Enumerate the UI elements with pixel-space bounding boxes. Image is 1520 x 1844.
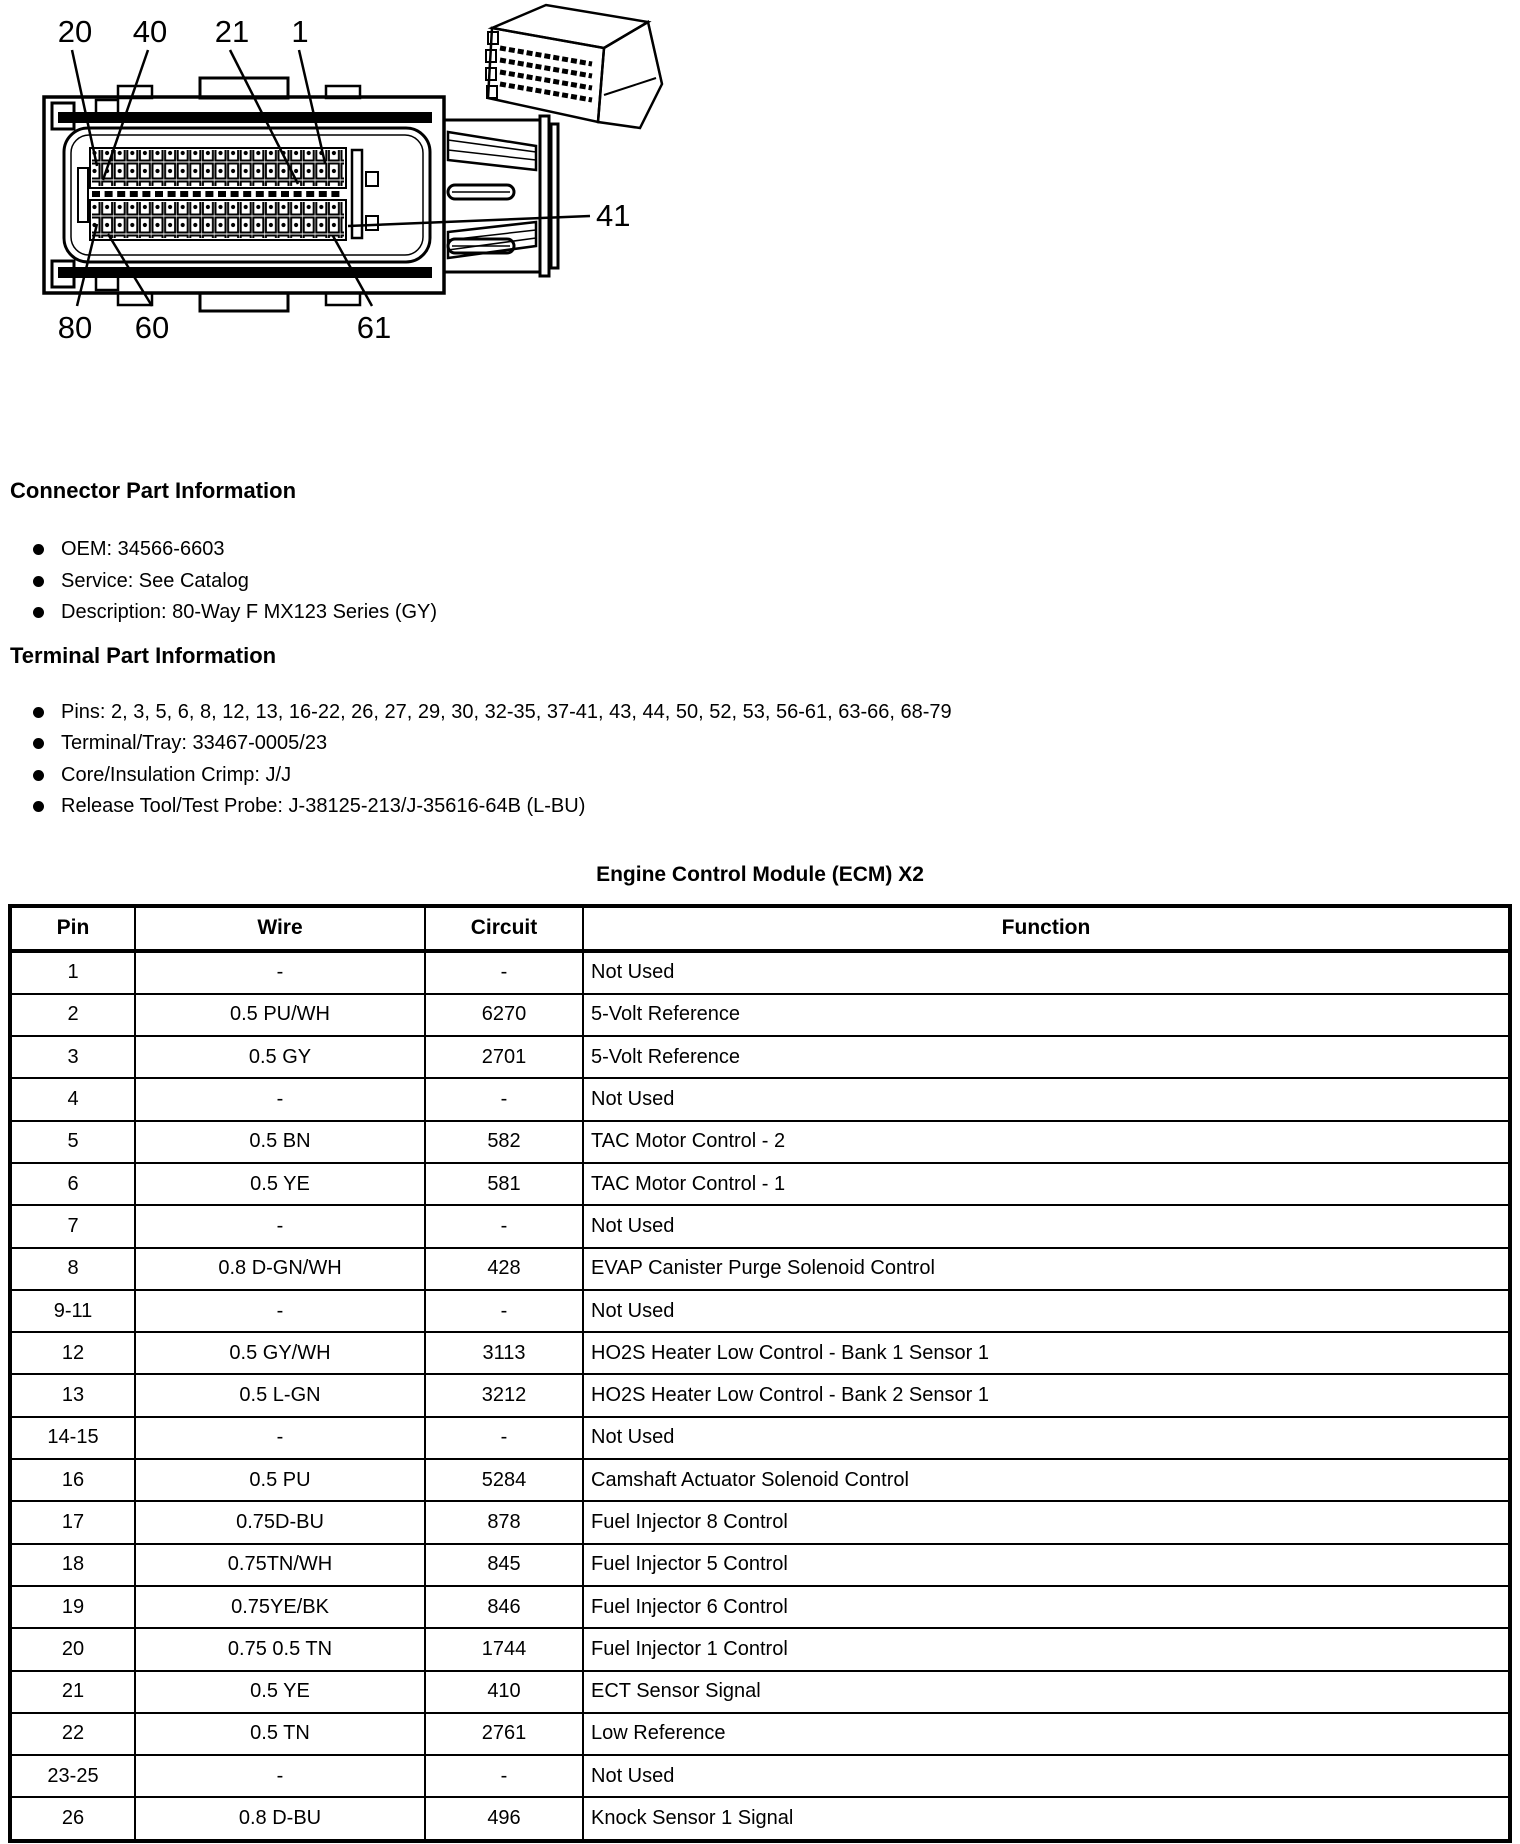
table-row xyxy=(10,1332,1510,1374)
circuit-cell: 582 xyxy=(425,1121,583,1163)
function-cell: Low Reference xyxy=(583,1713,1510,1755)
circuit-cell: 3113 xyxy=(425,1332,583,1374)
connector-part-info-heading: Connector Part Information xyxy=(10,478,297,503)
column-header-circuit: Circuit xyxy=(425,906,583,951)
callout-label-41: 41 xyxy=(596,198,631,233)
list-item-text: Terminal/Tray: 33467-0005/23 xyxy=(61,732,328,755)
function-cell: 5-Volt Reference xyxy=(583,994,1510,1036)
circuit-cell: - xyxy=(425,1417,583,1459)
wire-cell: 0.5 YE xyxy=(135,1163,425,1205)
header-row xyxy=(10,906,1510,951)
callout-label-80: 80 xyxy=(57,310,93,345)
table-row xyxy=(10,994,1510,1036)
bullet-icon xyxy=(33,607,44,618)
list-item xyxy=(33,791,1520,823)
wire-cell: 0.75TN/WH xyxy=(135,1544,425,1586)
list-item xyxy=(33,566,1520,598)
pin-cell: 23-25 xyxy=(10,1755,135,1797)
bullet-icon xyxy=(33,801,44,812)
circuit-cell: 6270 xyxy=(425,994,583,1036)
table-row xyxy=(10,1121,1510,1163)
table-row xyxy=(10,1713,1510,1755)
circuit-cell: 3212 xyxy=(425,1374,583,1416)
connector-side-section xyxy=(444,116,558,276)
wire-cell: 0.5 BN xyxy=(135,1121,425,1163)
pin-cell: 6 xyxy=(10,1163,135,1205)
callout-label-20: 20 xyxy=(57,14,93,49)
wire-cell: 0.5 GY xyxy=(135,1036,425,1078)
circuit-cell: - xyxy=(425,1755,583,1797)
function-cell: Not Used xyxy=(583,1417,1510,1459)
circuit-cell: 428 xyxy=(425,1248,583,1290)
table-row xyxy=(10,1205,1510,1247)
connector-3d-view xyxy=(486,5,662,128)
wire-cell: - xyxy=(135,1755,425,1797)
pinout-table-title: Engine Control Module (ECM) X2 xyxy=(596,862,924,886)
callout-label-61: 61 xyxy=(356,310,392,345)
table-row xyxy=(10,1163,1510,1205)
table-row xyxy=(10,951,1510,994)
pin-cell: 13 xyxy=(10,1374,135,1416)
function-cell: Camshaft Actuator Solenoid Control xyxy=(583,1459,1510,1501)
pin-cell: 18 xyxy=(10,1544,135,1586)
list-item-text: Service: See Catalog xyxy=(61,569,249,592)
connector-part-info-list xyxy=(0,534,1520,629)
function-cell: Fuel Injector 1 Control xyxy=(583,1628,1510,1670)
pin-cell: 20 xyxy=(10,1628,135,1670)
function-cell: Knock Sensor 1 Signal xyxy=(583,1797,1510,1840)
table-row xyxy=(10,1671,1510,1713)
pinout-table xyxy=(8,904,1512,1843)
circuit-cell: 878 xyxy=(425,1501,583,1543)
wire-cell: 0.75 0.5 TN xyxy=(135,1628,425,1670)
wire-cell: 0.5 TN xyxy=(135,1713,425,1755)
wire-cell: 0.8 D-BU xyxy=(135,1797,425,1840)
wire-cell: - xyxy=(135,1417,425,1459)
column-header-function: Function xyxy=(583,906,1510,951)
callout-label-60: 60 xyxy=(134,310,170,345)
function-cell: EVAP Canister Purge Solenoid Control xyxy=(583,1248,1510,1290)
pin-cell: 7 xyxy=(10,1205,135,1247)
table-row xyxy=(10,1248,1510,1290)
function-cell: Not Used xyxy=(583,1755,1510,1797)
pin-cell: 9-11 xyxy=(10,1290,135,1332)
table-row xyxy=(10,1290,1510,1332)
function-cell: 5-Volt Reference xyxy=(583,1036,1510,1078)
list-item-text: Description: 80-Way F MX123 Series (GY) xyxy=(61,601,438,624)
function-cell: Not Used xyxy=(583,1205,1510,1247)
function-cell: HO2S Heater Low Control - Bank 2 Sensor 1 xyxy=(583,1374,1510,1416)
bullet-icon xyxy=(33,544,44,555)
table-row xyxy=(10,1036,1510,1078)
circuit-cell: - xyxy=(425,1290,583,1332)
wire-cell: - xyxy=(135,1078,425,1120)
connector-face-view xyxy=(44,78,444,311)
function-cell: Not Used xyxy=(583,1290,1510,1332)
pin-cell: 22 xyxy=(10,1713,135,1755)
list-item-text: Core/Insulation Crimp: J/J xyxy=(61,763,292,786)
pin-cell: 26 xyxy=(10,1797,135,1840)
circuit-cell: 1744 xyxy=(425,1628,583,1670)
wire-cell: 0.5 L-GN xyxy=(135,1374,425,1416)
list-item xyxy=(33,534,1520,566)
callout-label-21: 21 xyxy=(214,14,250,49)
list-item xyxy=(33,697,1520,729)
function-cell: ECT Sensor Signal xyxy=(583,1671,1510,1713)
circuit-cell: 581 xyxy=(425,1163,583,1205)
table-row xyxy=(10,1078,1510,1120)
wire-cell: 0.8 D-GN/WH xyxy=(135,1248,425,1290)
pin-cell: 1 xyxy=(10,951,135,994)
pinout-table-header xyxy=(10,906,1510,951)
pin-cell: 12 xyxy=(10,1332,135,1374)
circuit-cell: 410 xyxy=(425,1671,583,1713)
pin-cell: 4 xyxy=(10,1078,135,1120)
table-row xyxy=(10,1628,1510,1670)
column-header-pin: Pin xyxy=(10,906,135,951)
pin-cell: 2 xyxy=(10,994,135,1036)
callout-label-1: 1 xyxy=(291,14,309,49)
table-row xyxy=(10,1501,1510,1543)
connector-diagram-area xyxy=(0,0,1520,397)
bullet-icon xyxy=(33,707,44,718)
function-cell: Not Used xyxy=(583,1078,1510,1120)
wire-cell: 0.75YE/BK xyxy=(135,1586,425,1628)
function-cell: Not Used xyxy=(583,951,1510,994)
pin-cell: 19 xyxy=(10,1586,135,1628)
circuit-cell: 5284 xyxy=(425,1459,583,1501)
wire-cell: 0.5 PU xyxy=(135,1459,425,1501)
circuit-cell: - xyxy=(425,951,583,994)
function-cell: Fuel Injector 5 Control xyxy=(583,1544,1510,1586)
table-row xyxy=(10,1459,1510,1501)
callout-label-40: 40 xyxy=(132,14,168,49)
terminal-part-info-list xyxy=(0,697,1520,823)
table-row xyxy=(10,1755,1510,1797)
pin-cell: 3 xyxy=(10,1036,135,1078)
list-item xyxy=(33,760,1520,792)
function-cell: TAC Motor Control - 2 xyxy=(583,1121,1510,1163)
function-cell: Fuel Injector 6 Control xyxy=(583,1586,1510,1628)
wire-cell: 0.5 GY/WH xyxy=(135,1332,425,1374)
wire-cell: - xyxy=(135,951,425,994)
bullet-icon xyxy=(33,770,44,781)
pin-cell: 21 xyxy=(10,1671,135,1713)
function-cell: TAC Motor Control - 1 xyxy=(583,1163,1510,1205)
wire-cell: - xyxy=(135,1205,425,1247)
pin-cell: 16 xyxy=(10,1459,135,1501)
pinout-table-body xyxy=(10,951,1510,1841)
wire-cell: 0.75D-BU xyxy=(135,1501,425,1543)
list-item-text: Release Tool/Test Probe: J-38125-213/J-35616-64B (L-BU) xyxy=(61,795,586,818)
terminal-part-info-heading: Terminal Part Information xyxy=(10,642,277,668)
table-row xyxy=(10,1797,1510,1840)
circuit-cell: 496 xyxy=(425,1797,583,1840)
list-item xyxy=(33,728,1520,760)
bullet-icon xyxy=(33,738,44,749)
pin-cell: 8 xyxy=(10,1248,135,1290)
wire-cell: 0.5 PU/WH xyxy=(135,994,425,1036)
list-item-text: Pins: 2, 3, 5, 6, 8, 12, 13, 16-22, 26, 27, 29, 30, 32-35, 37-41, 43, 44, 50, 52, 53, 56-61, 63-66, 68-79 xyxy=(61,700,952,723)
bullet-icon xyxy=(33,576,44,587)
circuit-cell: 2761 xyxy=(425,1713,583,1755)
pin-cell: 17 xyxy=(10,1501,135,1543)
circuit-cell: 845 xyxy=(425,1544,583,1586)
function-cell: Fuel Injector 8 Control xyxy=(583,1501,1510,1543)
table-row xyxy=(10,1374,1510,1416)
function-cell: HO2S Heater Low Control - Bank 1 Sensor 1 xyxy=(583,1332,1510,1374)
table-row xyxy=(10,1417,1510,1459)
pin-cell: 5 xyxy=(10,1121,135,1163)
wire-cell: - xyxy=(135,1290,425,1332)
list-item-text: OEM: 34566-6603 xyxy=(61,538,225,561)
list-item xyxy=(33,597,1520,629)
table-row xyxy=(10,1544,1510,1586)
table-row xyxy=(10,1586,1510,1628)
connector-line-drawing xyxy=(0,0,680,397)
circuit-cell: 846 xyxy=(425,1586,583,1628)
column-header-wire: Wire xyxy=(135,906,425,951)
circuit-cell: - xyxy=(425,1205,583,1247)
wire-cell: 0.5 YE xyxy=(135,1671,425,1713)
circuit-cell: 2701 xyxy=(425,1036,583,1078)
circuit-cell: - xyxy=(425,1078,583,1120)
pin-cell: 14-15 xyxy=(10,1417,135,1459)
